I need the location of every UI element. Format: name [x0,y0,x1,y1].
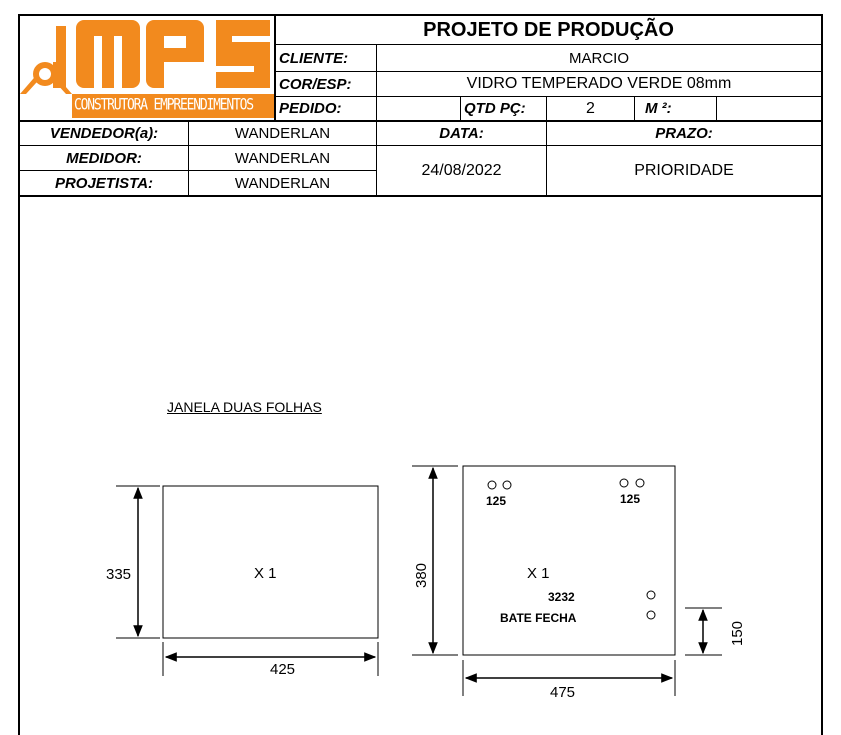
m2-label: M ²: [645,100,672,117]
medidor-label: MEDIDOR: [66,149,142,167]
vendedor-label: VENDEDOR(a): [49,124,159,142]
drawing-title: JANELA DUAS FOLHAS [167,399,322,415]
qtd-value: 2 [586,99,595,117]
piece1-width-label: 425 [270,661,296,678]
hole-right-label: 125 [620,492,641,506]
logo-tagline: CONSTRUTORA EMPREENDIMENTOS [74,96,253,115]
piece1-height-label: 335 [106,566,132,583]
offset-label: 150 [729,620,746,646]
hole-marker [488,481,496,489]
piece2-width-label: 475 [550,684,576,701]
projetista-label: PROJETISTA: [54,174,154,192]
hole-marker [636,479,644,487]
vendedor-value: WANDERLAN [234,124,331,142]
code-label: 3232 [548,590,575,604]
cor-value: VIDRO TEMPERADO VERDE 08mm [466,75,732,92]
page-title: PROJETO DE PRODUÇÃO [423,18,674,41]
note-label: BATE FECHA [500,611,577,625]
projetista-value: WANDERLAN [234,174,331,192]
hole-left-label: 125 [486,494,507,508]
cliente-label: CLIENTE: [279,49,349,67]
hole-marker [647,591,655,599]
prazo-value: PRIORIDADE [634,161,734,179]
qtd-label: QTD PÇ: [464,100,526,117]
cor-label: COR/ESP: [279,75,352,93]
hole-marker [620,479,628,487]
piece1-qty-label: X 1 [254,565,277,582]
medidor-value: WANDERLAN [234,149,331,167]
cliente-value: MARCIO [569,49,629,67]
piece2-height-label: 380 [413,562,430,588]
data-value: 24/08/2022 [421,161,502,179]
piece2-qty-label: X 1 [527,565,550,582]
hole-marker [647,611,655,619]
glass-piece-1 [163,486,378,638]
hole-marker [503,481,511,489]
pedido-label: PEDIDO: [279,100,342,117]
data-label: DATA: [439,124,484,142]
prazo-label: PRAZO: [655,124,713,142]
